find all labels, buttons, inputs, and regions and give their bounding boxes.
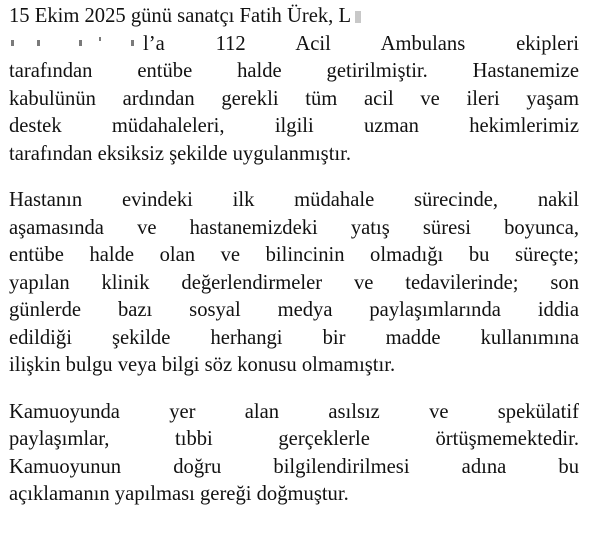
paragraph-1 — [9, 3, 579, 168]
text-line: yapılan klinik değerlendirmeler ve tedavilerinde; son — [9, 271, 579, 294]
paragraph-2 — [9, 187, 579, 380]
text-line: destek müdahaleleri, ilgili uzman hekimlerimiz — [9, 115, 579, 137]
text-line: tarafından eksiksiz şekilde uygulanmıştır. — [9, 142, 352, 165]
text-line: günlerde bazı sosyal medya paylaşımlarında iddia — [9, 299, 579, 321]
paragraph-spacer — [9, 380, 579, 399]
text-line-content: 15 Ekim 2025 günü sanatçı Fatih Ürek, L — [9, 5, 352, 27]
text-line: tarafından entübe halde getirilmiştir. Hastanemize — [9, 60, 579, 82]
text-line: aşamasında ve hastanemizdeki yatış süresi boyunca, — [9, 216, 579, 239]
text-line-content: l’a 112 Acil Ambulans ekipleri — [143, 32, 579, 55]
text-line-obscured — [9, 31, 579, 59]
paragraph-spacer — [9, 168, 579, 187]
text-line: Kamuoyunda yer alan asılsız ve spekülatif — [9, 400, 579, 423]
text-line: açıklamanın yapılması gereği doğmuştur. — [9, 483, 349, 505]
obscured-text-fragment — [9, 31, 159, 59]
redaction-mark — [355, 11, 361, 23]
text-line: paylaşımlar, tıbbi gerçeklerle örtüşmemektedir. — [9, 428, 579, 450]
paragraph-3 — [9, 399, 579, 509]
text-line: entübe halde olan ve bilincinin olmadığı bu süreçte; — [9, 244, 579, 266]
text-line: ilişkin bulgu veya bilgi söz konusu olmamıştır. — [9, 354, 396, 376]
text-line: Hastanın evindeki ilk müdahale sürecinde, nakil — [9, 189, 579, 211]
text-line — [9, 3, 579, 31]
text-line: Kamuoyunun doğru bilgilendirilmesi adına bu — [9, 455, 579, 478]
text-line: kabulünün ardından gerekli tüm acil ve ileri yaşam — [9, 87, 579, 110]
text-line: edildiği şekilde herhangi bir madde kullanımına — [9, 326, 579, 349]
